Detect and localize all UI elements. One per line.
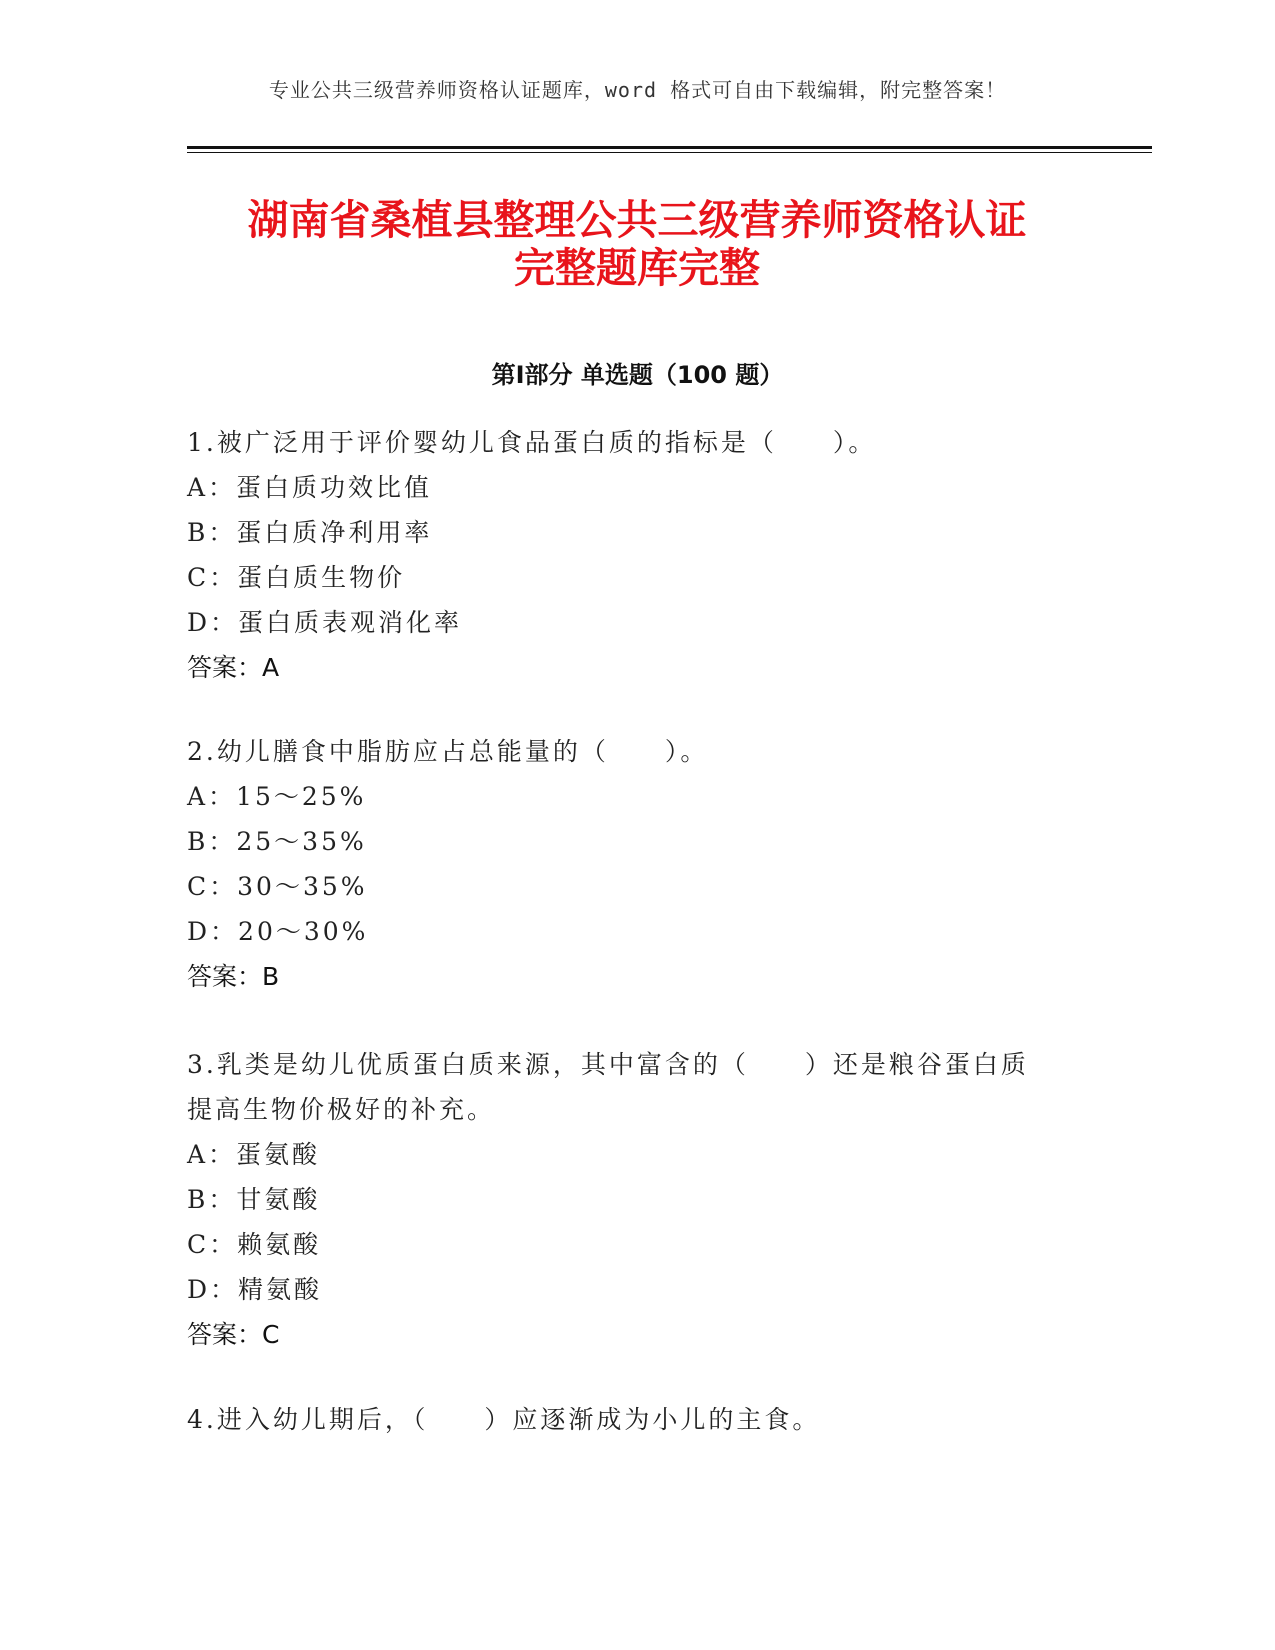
document-title xyxy=(137,196,1137,292)
question-2 xyxy=(187,729,1067,999)
question-answer: 答案：B xyxy=(187,962,280,991)
header-rule-thick xyxy=(187,146,1152,149)
question-stem: 4.进入幼儿期后，（ ）应逐渐成为小儿的主食。 xyxy=(187,1405,821,1434)
question-3 xyxy=(187,1042,1067,1357)
header-rule-thin xyxy=(187,152,1152,153)
question-option-b: B：蛋白质净利用率 xyxy=(187,518,433,547)
question-1 xyxy=(187,420,1067,690)
question-option-a: A：蛋白质功效比值 xyxy=(187,473,433,502)
document-title-line2: 完整题库完整 xyxy=(514,244,760,292)
question-option-b: B：25～35% xyxy=(187,827,367,856)
question-option-a: A：15～25% xyxy=(187,782,367,811)
question-option-c: C：30～35% xyxy=(187,872,368,901)
question-option-c: C：赖氨酸 xyxy=(187,1230,322,1259)
question-option-a: A：蛋氨酸 xyxy=(187,1140,321,1169)
section-title: 第Ⅰ部分 单选题（100 题） xyxy=(491,361,784,389)
document-title-line1: 湖南省桑植县整理公共三级营养师资格认证 xyxy=(247,196,1027,244)
question-option-c: C：蛋白质生物价 xyxy=(187,563,406,592)
question-answer: 答案：C xyxy=(187,1320,280,1349)
question-4 xyxy=(187,1397,1067,1442)
question-stem-line2: 提高生物价极好的补充。 xyxy=(187,1095,496,1124)
question-stem: 1.被广泛用于评价婴幼儿食品蛋白质的指标是（ ）。 xyxy=(187,428,877,457)
header-note: 专业公共三级营养师资格认证题库，word 格式可自由下载编辑，附完整答案！ xyxy=(268,78,1007,102)
question-answer: 答案：A xyxy=(187,653,280,682)
question-option-d: D：精氨酸 xyxy=(187,1275,323,1304)
question-stem: 2.幼儿膳食中脂肪应占总能量的（ ）。 xyxy=(187,737,709,766)
question-option-b: B：甘氨酸 xyxy=(187,1185,321,1214)
question-stem-line1: 3.乳类是幼儿优质蛋白质来源，其中富含的（ ）还是粮谷蛋白质 xyxy=(187,1050,1029,1079)
question-option-d: D：蛋白质表观消化率 xyxy=(187,608,463,637)
question-option-d: D：20～30% xyxy=(187,917,369,946)
